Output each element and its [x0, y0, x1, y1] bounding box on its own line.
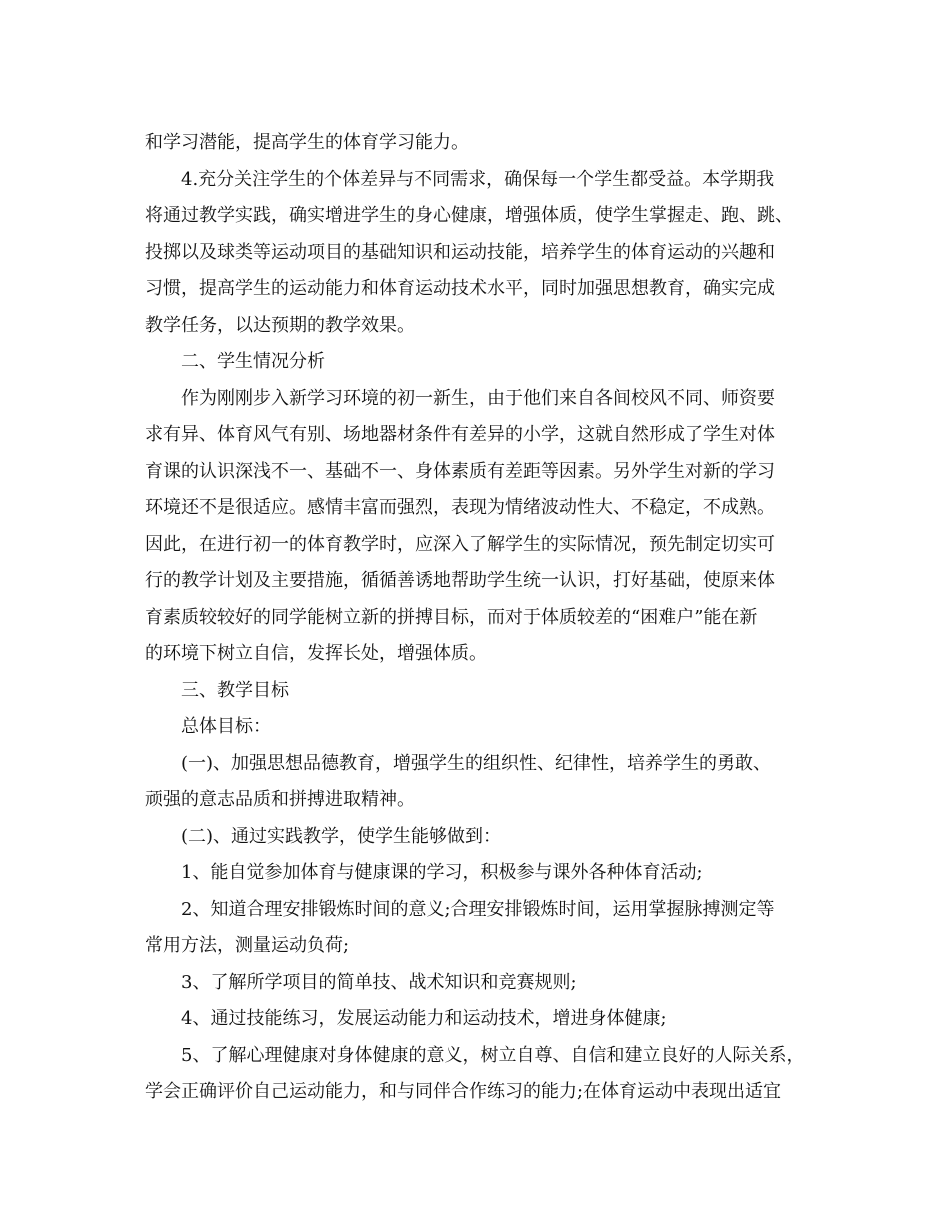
text-line: 行的教学计划及主要措施，循循善诱地帮助学生统一认识，打好基础，使原来体: [145, 570, 775, 591]
text-line: 顽强的意志品质和拼搏进取精神。: [145, 789, 415, 810]
text-line: 学会正确评价自己运动能力，和与同伴合作练习的能力;在体育运动中表现出适宜: [145, 1081, 782, 1102]
list-item: 1、能自觉参加体育与健康课的学习，积极参与课外各种体育活动;: [181, 862, 703, 883]
text-line: 习惯，提高学生的运动能力和体育运动技术水平，同时加强思想教育，确实完成: [145, 278, 775, 299]
text-line: 教学任务，以达预期的教学效果。: [145, 314, 415, 336]
list-item: 5、了解心理健康对身体健康的意义，树立自尊、自信和建立良好的人际关系，: [181, 1044, 805, 1066]
text-line: 环境还不是很适应。感情丰富而强烈，表现为情绪波动性大、不稳定，不成熟。: [145, 497, 775, 518]
list-item: 4、通过技能练习，发展运动能力和运动技术，增进身体健康;: [181, 1008, 667, 1029]
text-line: 投掷以及球类等运动项目的基础知识和运动技能，培养学生的体育运动的兴趣和: [145, 241, 775, 263]
text-line: 求有异、体育风气有别、场地器材条件有差异的小学，这就自然形成了学生对体: [145, 424, 775, 445]
text-line: 4.充分关注学生的个体差异与不同需求，确保每一个学生都受益。本学期我: [181, 168, 775, 190]
text-line: 的环境下树立自信，发挥长处，增强体质。: [145, 643, 487, 664]
section-heading: 二、学生情况分析: [181, 351, 325, 372]
list-item: 3、了解所学项目的简单技、战术知识和竞赛规则;: [181, 971, 577, 993]
text-line: 将通过教学实践，确实增进学生的身心健康，增强体质，使学生掌握走、跑、跳、: [145, 205, 793, 226]
text-line: 常用方法，测量运动负荷;: [145, 935, 350, 956]
text-line: (一)、加强思想品德教育，增强学生的组织性、纪律性，培养学生的勇敢、: [181, 752, 772, 774]
text-line: 作为刚刚步入新学习环境的初一新生，由于他们来自各间校风不同、师资要: [181, 387, 775, 409]
text-line: 育课的认识深浅不一、基础不一、身体素质有差距等因素。另外学生对新的学习: [145, 460, 775, 482]
text-line: (二)、通过实践教学，使学生能够做到：: [181, 825, 502, 847]
document-body: [145, 125, 815, 1111]
text-line: 因此，在进行初一的体育教学时，应深入了解学生的实际情况，预先制定切实可: [145, 533, 775, 555]
text-line: 和学习潜能，提高学生的体育学习能力。: [145, 132, 469, 153]
subheading: 总体目标：: [181, 716, 271, 737]
list-item: 2、知道合理安排锻炼时间的意义;合理安排锻炼时间，运用掌握脉搏测定等: [181, 898, 775, 920]
section-heading: 三、教学目标: [181, 679, 289, 701]
text-line: 育素质较较好的同学能树立新的拼搏目标，而对于体质较差的“困难户”能在新: [145, 606, 758, 628]
